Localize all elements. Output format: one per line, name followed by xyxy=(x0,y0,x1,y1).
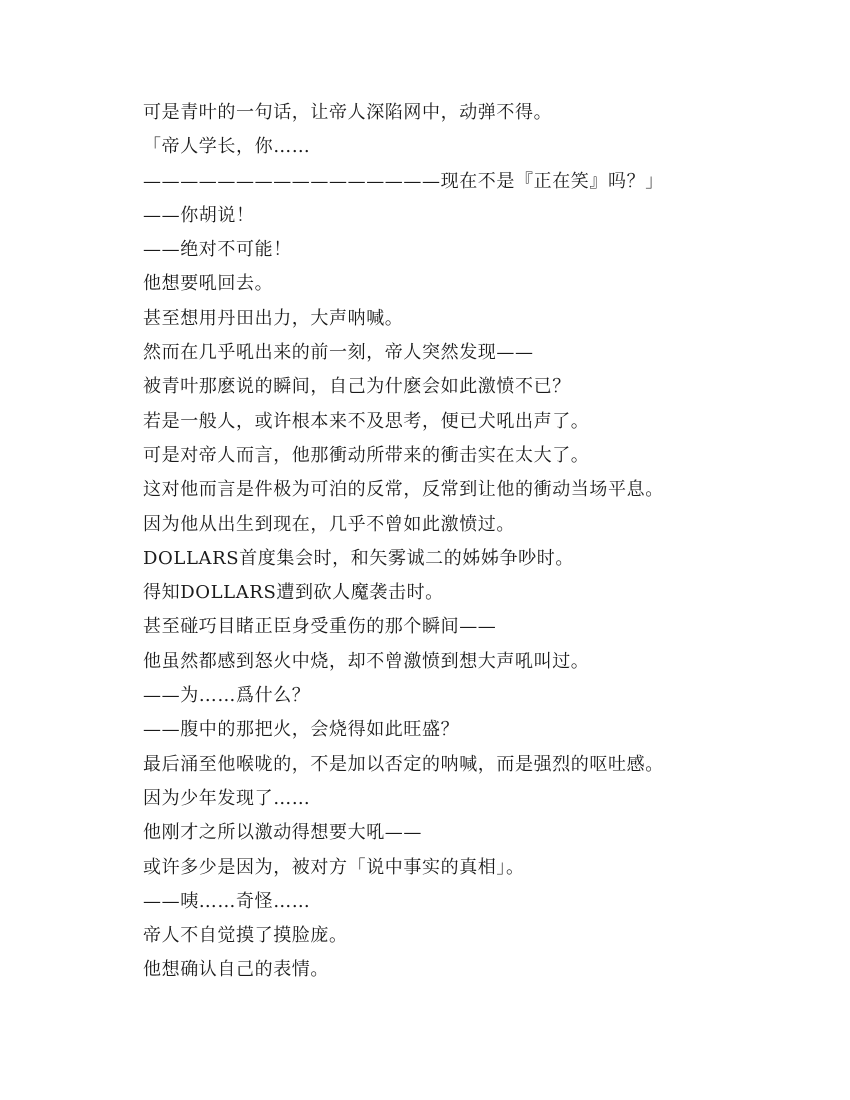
text-line: 然而在几乎吼出来的前一刻，帝人突然发现—— xyxy=(143,342,534,364)
text-line: 帝人不自觉摸了摸脸庞。 xyxy=(143,925,348,947)
text-line: 因为他从出生到现在，几乎不曾如此激愤过。 xyxy=(143,513,515,535)
text-line: 这对他而言是件极为可泊的反常，反常到让他的衝动当场平息。 xyxy=(143,479,664,501)
text-line: 他想确认自己的表情。 xyxy=(143,959,329,981)
text-line: 甚至想用丹田出力，大声呐喊。 xyxy=(143,307,404,329)
text-line: ——绝对不可能！ xyxy=(143,239,292,261)
text-line: 最后涌至他喉咙的，不是加以否定的呐喊，而是强烈的呕吐感。 xyxy=(143,753,664,775)
text-line: ——腹中的那把火，会烧得如此旺盛？ xyxy=(143,719,460,741)
text-line: 甚至碰巧目睹正臣身受重伤的那个瞬间—— xyxy=(143,616,497,638)
text-line: DOLLARS首度集会时，和矢雾诚二的姊姊争吵时。 xyxy=(143,547,574,569)
text-line: 他刚才之所以激动得想要大吼—— xyxy=(143,822,422,844)
text-line: 得知DOLLARS遭到砍人魔袭击时。 xyxy=(143,582,444,604)
text-line: 可是对帝人而言，他那衝动所带来的衝击实在太大了。 xyxy=(143,444,590,466)
text-line: 他虽然都感到怒火中烧，却不曾激愤到想大声吼叫过。 xyxy=(143,650,590,672)
body-text xyxy=(143,96,743,988)
text-line: 被青叶那麽说的瞬间，自己为什麽会如此激愤不已？ xyxy=(143,376,571,398)
text-line: ——咦……奇怪…… xyxy=(143,890,311,912)
text-line: ——为……爲什么？ xyxy=(143,685,311,707)
text-line: 「帝人学长，你…… xyxy=(143,136,311,158)
text-line: ——你胡说！ xyxy=(143,204,255,226)
text-line: 或许多少是因为，被对方「说中事实的真相」。 xyxy=(143,856,525,878)
text-line: ————————————————现在不是『正在笑』吗？」 xyxy=(143,170,664,192)
text-line: 他想要吼回去。 xyxy=(143,273,274,295)
text-line: 因为少年发现了…… xyxy=(143,787,311,809)
text-line: 可是青叶的一句话，让帝人深陷网中，动弹不得。 xyxy=(143,102,553,123)
text-line: 若是一般人，或许根本来不及思考，便已犬吼出声了。 xyxy=(143,410,590,432)
